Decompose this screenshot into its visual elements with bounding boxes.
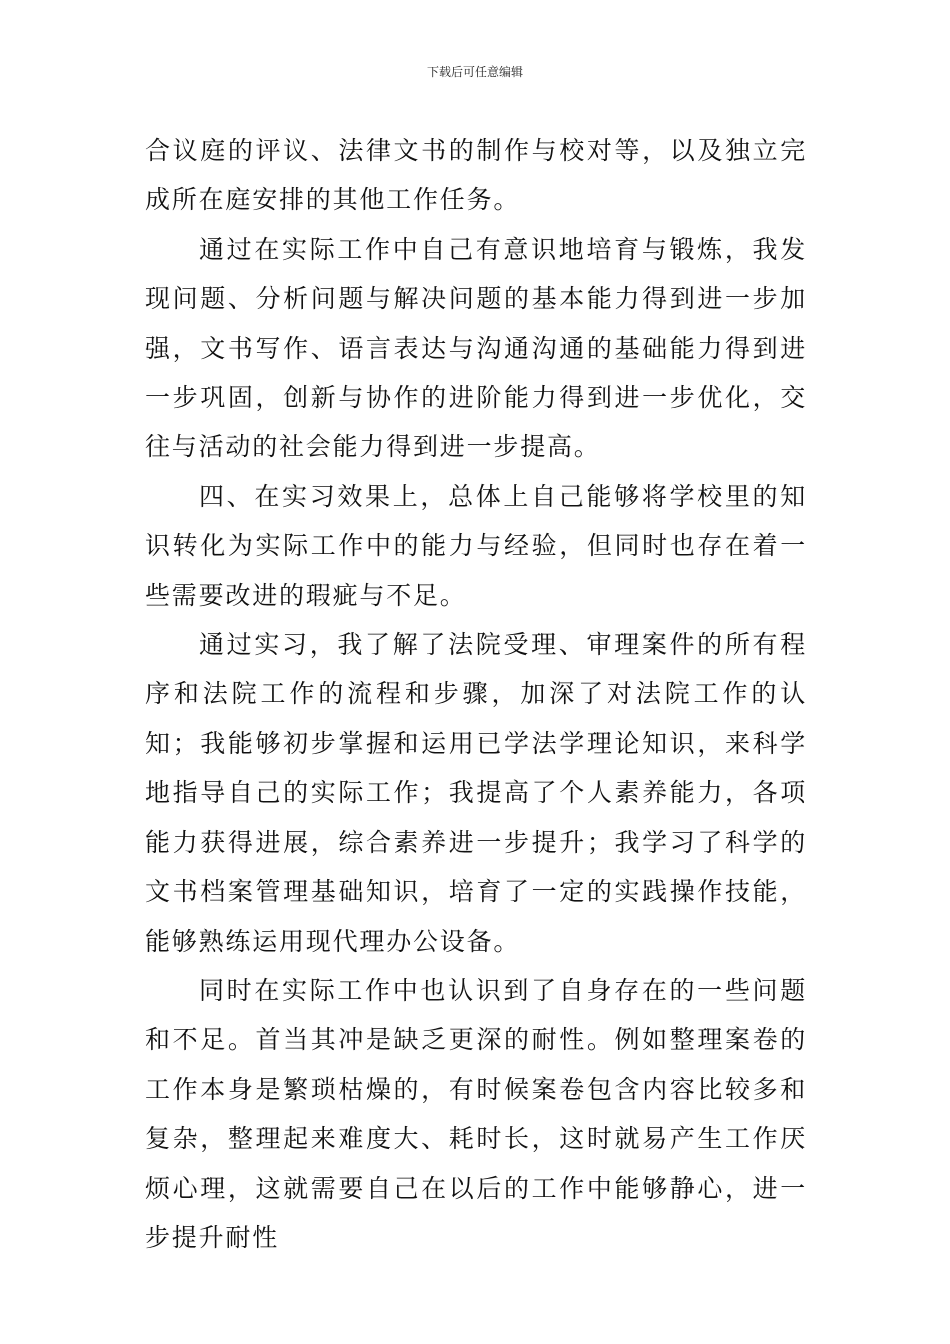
paragraph-2: 通过在实际工作中自己有意识地培育与锻炼，我发现问题、分析问题与解决问题的基本能力得到进一步加强，文书写作、语言表达与沟通沟通的基础能力得到进一步巩固，创新与协作的进阶能力得到进一步优化，交往与活动的社会能力得到进一步提高。 (145, 234, 807, 462)
paragraph-3: 四、在实习效果上，总体上自己能够将学校里的知识转化为实际工作中的能力与经验，但同时也存在着一些需要改进的瑕疵与不足。 (145, 481, 807, 610)
page-header: 下载后可任意编辑 (426, 65, 523, 79)
paragraph-5: 同时在实际工作中也认识到了自身存在的一些问题和不足。首当其冲是缺乏更深的耐性。例如整理案卷的工作本身是繁琐枯燥的，有时候案卷包含内容比较多和复杂，整理起来难度大、耗时长，这时就易产生工作厌烦心理，这就需要自己在以后的工作中能够静心，进一步提升耐性 (145, 975, 807, 1252)
paragraph-4: 通过实习，我了解了法院受理、审理案件的所有程序和法院工作的流程和步骤，加深了对法院工作的认知；我能够初步掌握和运用已学法学理论知识，来科学地指导自己的实际工作；我提高了个人素养能力，各项能力获得进展，综合素养进一步提升；我学习了科学的文书档案管理基础知识，培育了一定的实践操作技能，能够熟练运用现代理办公设备。 (145, 630, 807, 956)
document-body (145, 126, 807, 1262)
paragraph-1: 合议庭的评议、法律文书的制作与校对等，以及独立完成所在庭安排的其他工作任务。 (145, 136, 807, 215)
